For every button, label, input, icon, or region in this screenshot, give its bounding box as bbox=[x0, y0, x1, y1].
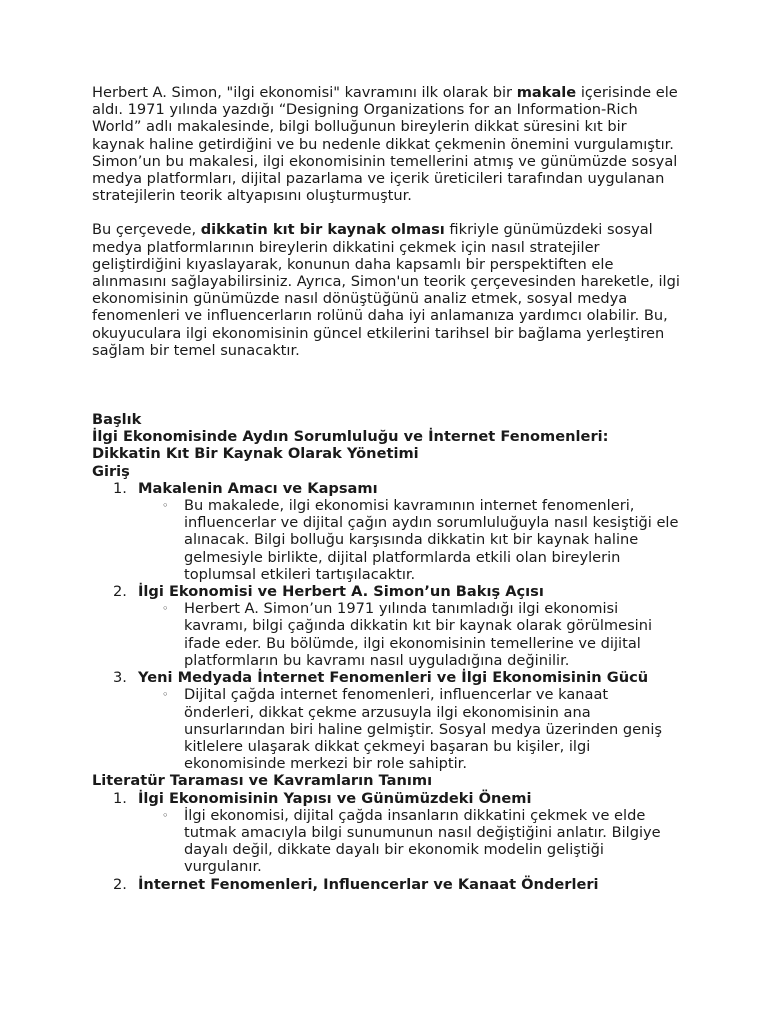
intro-paragraph-2: Bu çerçevede, dikkatin kıt bir kaynak olması fikriyle günümüzdeki sosyal medya platformlarının bireylerin dikkatini çekmek için nasıl stratejiler geliştirdiğini kıyaslayarak, konunun daha kapsamlı bir perspektiften ele alınmasını sağlayabilirsiniz. Ayrıca, Simon'un teorik çerçevesinden hareketle, ilgi ekonomisinin günümüzde nasıl dönüştüğünü analiz etmek, sosyal medya fenomenleri ve influencerların rolünü daha iyi anlamanıza yardımcı olabilir. Bu, okuyuculara ilgi ekonomisinin güncel etkilerini tarihsel bir bağlama yerleştiren sağlam bir temel sunacaktır. bbox=[92, 221, 680, 359]
item-title: İlgi Ekonomisi ve Herbert A. Simon’un Bakış Açısı bbox=[138, 583, 544, 601]
item-number: 1. bbox=[113, 789, 127, 807]
outline-item bbox=[92, 583, 682, 669]
item-number: 2. bbox=[113, 875, 127, 893]
document-page bbox=[92, 84, 682, 893]
section-list-giris bbox=[92, 480, 682, 772]
hollow-bullet-icon: ◦ bbox=[162, 688, 169, 702]
item-title: İnternet Fenomenleri, Influencerlar ve Kanaat Önderleri bbox=[138, 875, 599, 893]
item-title: İlgi Ekonomisinin Yapısı ve Günümüzdeki Önemi bbox=[138, 789, 532, 807]
section-heading-literatur: Literatür Taraması ve Kavramların Tanımı bbox=[92, 772, 433, 790]
sub-bullet: ◦ Bu makalede, ilgi ekonomisi kavramının internet fenomenleri, influencerlar ve dijital çağın aydın sorumluluğuyla nasıl kesiştiği ele alınacak. Bilgi bolluğu karşısında dikkatin kıt bir kaynak haline gelmesiyle birlikte, dijital platformlarda etkili olan bireylerin toplumsal etkileri tartışılacaktır. bbox=[162, 497, 679, 583]
bold-term-dikkat: dikkatin kıt bir kaynak olması bbox=[200, 221, 445, 239]
document-title: İlgi Ekonomisinde Aydın Sorumluluğu ve İnternet Fenomenleri: Dikkatin Kıt Bir Kaynak Olarak Yönetimi bbox=[92, 428, 609, 463]
hollow-bullet-icon: ◦ bbox=[162, 808, 169, 822]
outline-item bbox=[92, 790, 682, 876]
sub-bullet: ◦ Herbert A. Simon’un 1971 yılında tanımladığı ilgi ekonomisi kavramı, bilgi çağında dikkatin kıt bir kaynak olarak görülmesini ifade eder. Bu bölümde, ilgi ekonomisinin temellerine ve dijital platformların bu kavramı nasıl uyguladığına değinilir. bbox=[162, 600, 653, 669]
item-title: Yeni Medyada İnternet Fenomenleri ve İlgi Ekonomisinin Gücü bbox=[138, 669, 649, 687]
section-heading-giris: Giriş bbox=[92, 462, 130, 480]
section-list-literatur bbox=[92, 790, 682, 893]
item-number: 2. bbox=[113, 583, 127, 601]
bold-term-makale: makale bbox=[516, 84, 577, 101]
sub-bullet: ◦ İlgi ekonomisi, dijital çağda insanların dikkatini çekmek ve elde tutmak amacıyla bilgi sunumunun nasıl değiştiğini anlatır. Bilgiye dayalı değil, dikkate dayalı bir ekonomik modelin geliştiği vurgulanır. bbox=[162, 806, 661, 876]
sub-bullet: ◦ Dijital çağda internet fenomenleri, influencerlar ve kanaat önderleri, dikkat çekme arzusuyla ilgi ekonomisinin ana unsurlarından biri haline gelmiştir. Sosyal medya üzerinden geniş kitlelere ulaşarak dikkat çekmeyi başaran bu kişiler, ilgi ekonomisinde merkezi bir role sahiptir. bbox=[162, 686, 663, 773]
item-title: Makalenin Amacı ve Kapsamı bbox=[138, 479, 378, 497]
outline-label-title: Başlık bbox=[92, 411, 142, 429]
hollow-bullet-icon: ◦ bbox=[162, 499, 169, 513]
item-number: 1. bbox=[113, 479, 127, 497]
intro-paragraph-1: Herbert A. Simon, "ilgi ekonomisi" kavramını ilk olarak bir makale içerisinde ele aldı. 1971 yılında yazdığı “Designing Organizations for an Information-Rich World” adlı makalesinde, bilgi bolluğunun bireylerin dikkat süresini kıt bir kaynak haline getirdiğini ve bu nedenle dikkat çekmenin önemini vurgulamıştır. Simon’un bu makalesi, ilgi ekonomisinin temellerini atmış ve günümüzde sosyal medya platformları, dijital pazarlama ve içerik üreticileri tarafından uygulanan stratejilerin teorik altyapısını oluşturmuştur. bbox=[92, 84, 678, 205]
outline-item bbox=[92, 669, 682, 772]
outline-item bbox=[92, 480, 682, 583]
outline-item bbox=[92, 876, 682, 893]
hollow-bullet-icon: ◦ bbox=[162, 602, 169, 616]
item-number: 3. bbox=[113, 669, 127, 687]
